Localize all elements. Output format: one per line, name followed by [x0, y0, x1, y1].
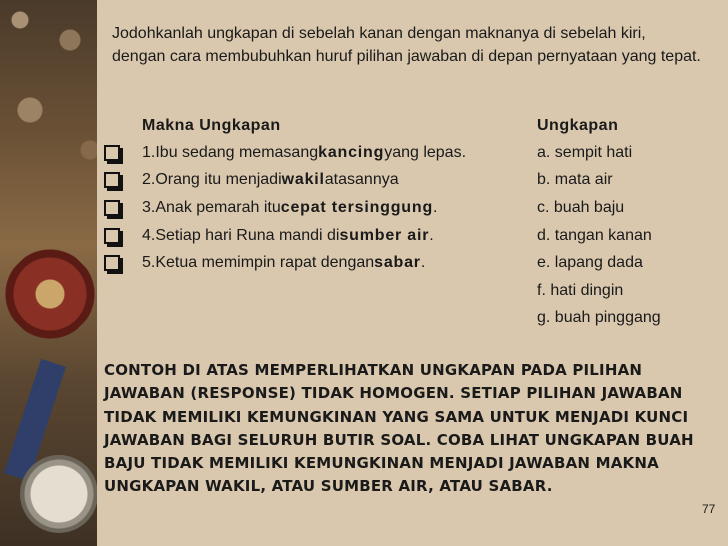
- option-item: c. buah baju: [537, 199, 625, 216]
- list-item: 2.Orang itu menjadi wakil atasannya: [104, 168, 399, 192]
- checkbox-bullet-icon: [104, 228, 120, 244]
- header-makna-ungkapan: Makna Ungkapan: [142, 117, 281, 134]
- list-item: 4.Setiap hari Runa mandi di sumber air .: [104, 224, 434, 248]
- instruction-text: Jodohkanlah ungkapan di sebelah kanan dengan maknanya di sebelah kiri, dengan cara membubuhkan huruf pilihan jawaban di depan pernyataan yang tepat.: [112, 25, 701, 65]
- keyword: sabar: [374, 254, 421, 271]
- list-item: 5.Ketua memimpin rapat dengan sabar .: [104, 251, 425, 275]
- page-number: 77: [702, 502, 716, 516]
- compass-image: [20, 455, 98, 533]
- option-item: f. hati dingin: [537, 282, 624, 299]
- keyword: wakil: [281, 171, 325, 188]
- option-item: b. mata air: [537, 171, 613, 188]
- list-item: 1.Ibu sedang memasang kancing yang lepas.: [104, 141, 466, 165]
- checkbox-bullet-icon: [104, 255, 120, 271]
- option-item: a. sempit hati: [537, 144, 633, 161]
- checkbox-bullet-icon: [104, 200, 120, 216]
- keyword: cepat tersinggung: [280, 199, 434, 216]
- option-item: g. buah pinggang: [537, 309, 661, 326]
- list-item: 3.Anak pemarah itu cepat tersinggung .: [104, 196, 437, 220]
- checkbox-bullet-icon: [104, 172, 120, 188]
- option-item: e. lapang dada: [537, 254, 643, 271]
- decorative-background: [0, 0, 110, 546]
- checkbox-bullet-icon: [104, 145, 120, 161]
- header-ungkapan: Ungkapan: [537, 117, 619, 134]
- keyword: sumber air: [339, 227, 430, 244]
- explanation-note: CONTOH DI ATAS MEMPERLIHATKAN UNGKAPAN PADA PILIHAN JAWABAN (RESPONSE) TIDAK HOMOGEN. SETIAP PILIHAN JAWABAN TIDAK MEMILIKI KEMUNGKINAN YANG SAMA UNTUK MENJADI KUNCI JAWABAN BAGI SELURUH BUTIR SOAL. COBA LIHAT UNGKAPAN BUAH BAJU TIDAK MEMILIKI KEMUNGKINAN MENJADI JAWABAN MAKNA UNGKAPAN WAKIL, ATAU SUMBER AIR, ATAU SABAR.: [104, 361, 694, 496]
- option-item: d. tangan kanan: [537, 227, 652, 244]
- medal-image: [0, 232, 112, 356]
- keyword: kancing: [318, 144, 385, 161]
- tile-pattern: [0, 0, 110, 200]
